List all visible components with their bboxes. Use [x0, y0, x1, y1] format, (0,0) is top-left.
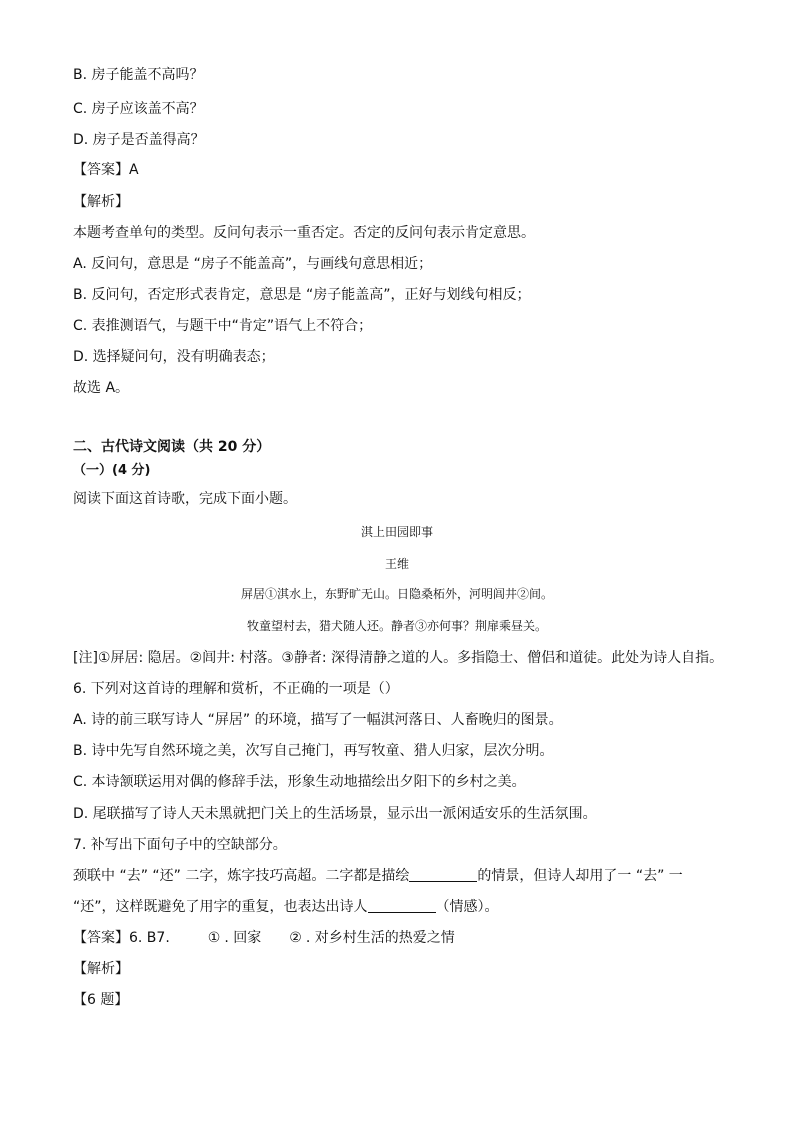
- poem-line-1: 屏居①淇水上，东野旷无山。日隐桑柘外，河明闾井②间。: [240, 587, 553, 601]
- question-7-text-1a: 颈联中 “去” “还” 二字，炼字技巧高超。二字都是描绘: [73, 868, 410, 884]
- question-7-text-2b: （情感）。: [435, 899, 499, 915]
- section-subtitle: （一）(4 分): [73, 463, 151, 478]
- circled-number-2: ②: [289, 930, 302, 946]
- poem-title: 淇上田园即事: [360, 525, 433, 539]
- question-6-tag: 【6 题】: [73, 992, 129, 1008]
- circled-number-1: ①: [207, 930, 221, 946]
- analysis1-line-5: D. 选择疑问句，没有明确表态；: [73, 349, 275, 365]
- answer-part-1: . 回家: [224, 930, 262, 946]
- option-b-prev: B. 房子能盖不高吗？: [73, 67, 204, 83]
- option-d-prev: D. 房子是否盖得高？: [73, 132, 205, 148]
- analysis1-line-3: B. 反问句，否定形式表肯定，意思是 “房子能盖高”，正好与划线句相反；: [73, 287, 531, 303]
- option-c-prev: C. 房子应该盖不高？: [73, 101, 204, 117]
- analysis1-line-6: 故选 A。: [73, 380, 130, 396]
- answer-part-2: . 对乡村生活的热爱之情: [305, 930, 455, 946]
- fill-blank-1: [409, 867, 477, 882]
- question-7-text-1b: 的情景，但诗人却用了一 “去” 一: [477, 868, 683, 884]
- fill-blank-2: [368, 898, 436, 913]
- question-6-option-c: C. 本诗颔联运用对偶的修辞手法，形象生动地描绘出夕阳下的乡村之美。: [73, 774, 526, 790]
- question-7-text-2a: “还”，这样既避免了用字的重复，也表达出诗人: [73, 899, 368, 915]
- answer-label-1: 【答案】A: [73, 162, 139, 178]
- answer-prefix: 【答案】6. B7.: [73, 930, 170, 946]
- question-6-option-a: A. 诗的前三联写诗人 “屏居” 的环境，描写了一幅淇河落日、人畜晚归的图景。: [73, 712, 563, 728]
- question-6-option-d: D. 尾联描写了诗人天未黑就把门关上的生活场景，显示出一派闲适安乐的生活氛围。: [73, 806, 597, 822]
- poem-line-2: 牧童望村去，猎犬随人还。静者③亦何事？荆扉乘昼关。: [246, 619, 547, 633]
- section-title: 二、古代诗文阅读（共 20 分）: [73, 439, 271, 455]
- analysis1-line-4: C. 表推测语气，与题干中“肯定”语气上不符合；: [73, 318, 373, 334]
- question-7-line-1: [73, 867, 683, 885]
- poem-author: 王维: [384, 557, 409, 571]
- question-6-stem: 6. 下列对这首诗的理解和赏析，不正确的一项是（）: [73, 681, 399, 697]
- question-7-stem: 7. 补写出下面句子中的空缺部分。: [73, 837, 287, 853]
- reading-instruction: 阅读下面这首诗歌，完成下面小题。: [73, 491, 297, 507]
- question-6-option-b: B. 诗中先写自然环境之美，次写自己掩门，再写牧童、猎人归家，层次分明。: [73, 743, 554, 759]
- question-7-line-2: [73, 898, 499, 916]
- analysis-label-1: 【解析】: [73, 194, 129, 210]
- analysis-label-2: 【解析】: [73, 961, 129, 977]
- poem-note: [注]①屏居: 隐居。②闾井: 村落。③静者: 深得清静之道的人。多指隐士、僧侣和道徒。此处为诗人自指。: [73, 650, 724, 666]
- analysis1-line-2: A. 反问句，意思是 “房子不能盖高”，与画线句意思相近；: [73, 256, 433, 272]
- analysis1-line-1: 本题考查单句的类型。反问句表示一重否定。否定的反问句表示肯定意思。: [73, 225, 535, 241]
- answer-line-2: [73, 929, 455, 947]
